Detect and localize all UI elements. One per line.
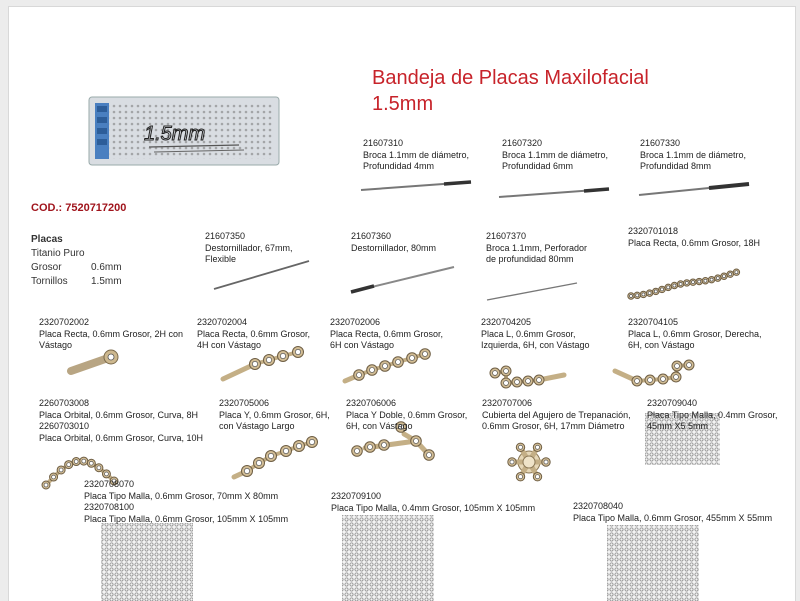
product-label: 2320709100 Placa Tipo Malla, 0.4mm Grosor, 105mm X 105mm [331, 491, 535, 514]
product-label: 21607370 Broca 1.1mm, Perforador de profundidad 80mm [486, 231, 587, 266]
product-label: 2260703008 Placa Orbital, 0.6mm Grosor, Curva, 8H 2260703010 Placa Orbital, 0.6mm Grosor, Curva, 10H [39, 398, 203, 444]
y-plate-image [234, 437, 318, 478]
screwdriver-80mm-image [351, 267, 454, 292]
product-label: 2320705006 Placa Y, 0.6mm Grosor, 6H, con Vástago Largo [219, 398, 330, 433]
spec-label: Tornillos [31, 275, 91, 289]
product-label: 21607360 Destornillador, 80mm [351, 231, 436, 254]
product-label: 2320702006 Placa Recta, 0.6mm Grosor, 6H con Vástago [330, 317, 443, 352]
page-title: Bandeja de Placas Maxilofacial 1.5mm [372, 65, 649, 117]
plate-tray-photo [89, 97, 279, 165]
product-label: 21607330 Broca 1.1mm de diámetro, Profundidad 8mm [640, 138, 746, 173]
drill-4mm-image [361, 182, 471, 190]
depth-drill-80mm-image [487, 283, 577, 300]
tray-logo: 1.5mm [144, 123, 205, 145]
specs-heading: Placas [31, 233, 122, 247]
straight-plate-2h-image [71, 350, 118, 371]
burr-hole-cover-image [508, 443, 550, 481]
specs-row [31, 261, 122, 275]
specs-block [31, 233, 122, 289]
product-label: 21607320 Broca 1.1mm de diámetro, Profundidad 6mm [502, 138, 608, 173]
product-label: 2320709040 Placa Tipo Malla, 0.4mm Grosor, 45mm X5 5mm [647, 398, 778, 433]
drill-6mm-image [499, 189, 609, 197]
product-label: 21607350 Destornillador, 67mm, Flexible [205, 231, 293, 266]
product-label: 21607310 Broca 1.1mm de diámetro, Profundidad 4mm [363, 138, 469, 173]
product-label: 2320702004 Placa Recta, 0.6mm Grosor, 4H con Vástago [197, 317, 310, 352]
specs-row [31, 275, 122, 289]
product-label: 2320702002 Placa Recta, 0.6mm Grosor, 2H con Vástago [39, 317, 183, 352]
straight-plate-18h-image [628, 269, 740, 299]
product-label: 2320701018 Placa Recta, 0.6mm Grosor, 18H [628, 226, 760, 249]
product-label: 2320707006 Cubierta del Agujero de Trepanación, 0.6mm Grosor, 6H, 17mm Diámetro [482, 398, 631, 433]
spec-value: 1.5mm [91, 275, 122, 289]
product-code: COD.: 7520717200 [31, 202, 126, 214]
l-plate-right-image [615, 360, 694, 386]
spec-value: 0.6mm [91, 261, 122, 275]
specs-material: Titanio Puro [31, 247, 122, 261]
product-label: 2320708040 Placa Tipo Malla, 0.6mm Grosor, 455mm X 55mm [573, 501, 772, 524]
product-label: 2320708070 Placa Tipo Malla, 0.6mm Grosor, 70mm X 80mm 2320708100 Placa Tipo Malla, 0.6mm Grosor, 105mm X 105mm [84, 479, 288, 525]
product-label: 2320704105 Placa L, 0.6mm Grosor, Derecha, 6H, con Vástago [628, 317, 762, 352]
product-label: 2320704205 Placa L, 0.6mm Grosor, Izquierda, 6H, con Vástago [481, 317, 590, 352]
product-label: 2320706006 Placa Y Doble, 0.6mm Grosor, 6H, con Vástago [346, 398, 467, 433]
l-plate-left-image [490, 366, 564, 388]
drill-8mm-image [639, 184, 749, 195]
spec-label: Grosor [31, 261, 91, 275]
straight-plate-6h-image [345, 349, 430, 381]
catalog-page [8, 6, 796, 601]
